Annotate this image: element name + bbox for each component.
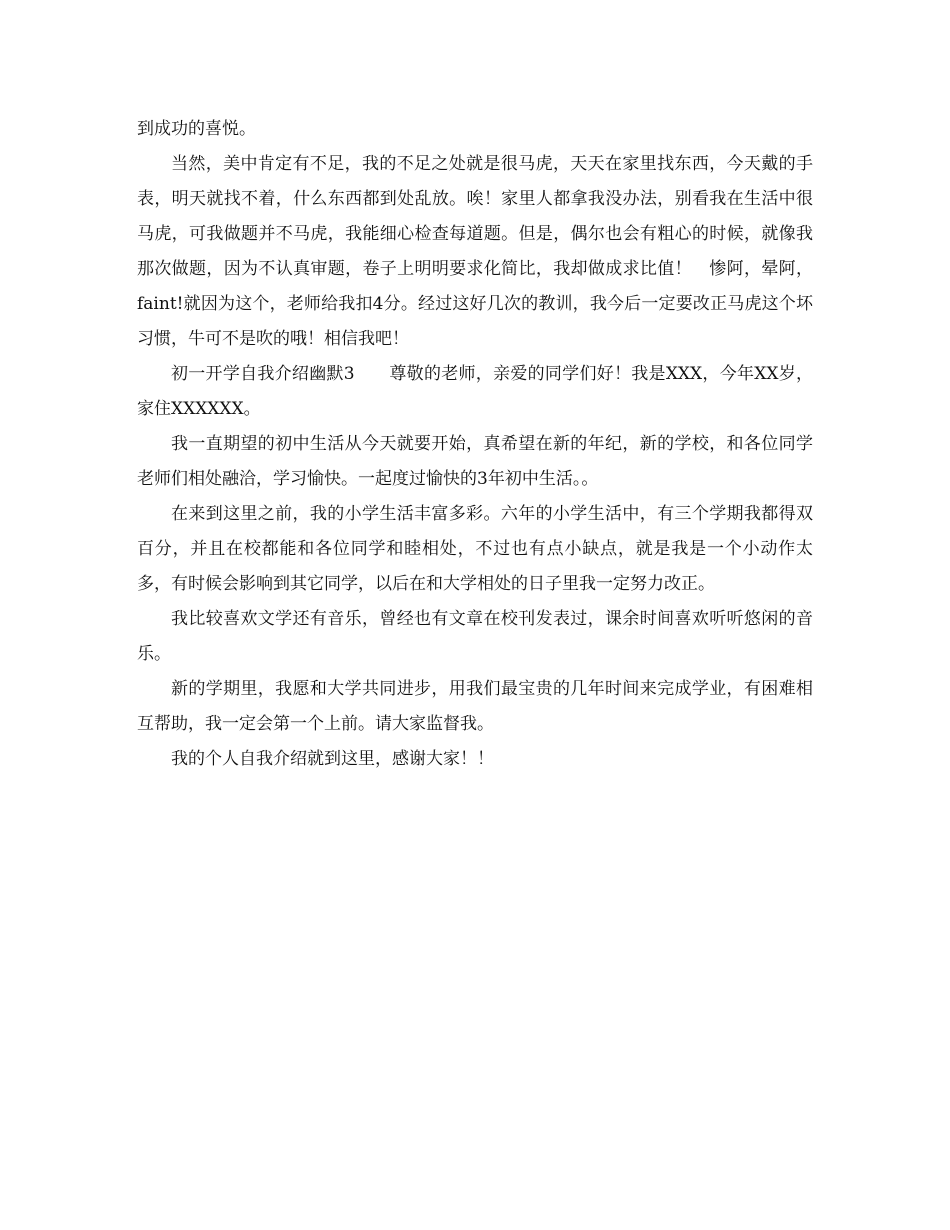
paragraph-hobbies: 我比较喜欢文学还有音乐，曾经也有文章在校刊发表过，课余时间喜欢听听悠闲的音乐。 bbox=[137, 609, 813, 664]
paragraph-new-semester: 新的学期里，我愿和大学共同进步，用我们最宝贵的几年时间来完成学业，有困难相互帮助，我一定会第一个上前。请大家监督我。 bbox=[137, 679, 813, 734]
paragraph-expectations: 我一直期望的初中生活从今天就要开始，真希望在新的年纪，新的学校，和各位同学老师们相处融洽，学习愉快。一起度过愉快的3年初中生活。。 bbox=[137, 434, 813, 489]
paragraph-continuation: 到成功的喜悦。 bbox=[137, 119, 256, 139]
paragraph-introduction-3: 初一开学自我介绍幽默3 尊敬的老师，亲爱的同学们好！我是XXX，今年XX岁，家住XXXXXX。 bbox=[137, 364, 813, 419]
document-body bbox=[137, 112, 813, 777]
paragraph-shortcomings: 当然，美中肯定有不足，我的不足之处就是很马虎，天天在家里找东西，今天戴的手表，明天就找不着，什么东西都到处乱放。唉！家里人都拿我没办法，别看我在生活中很马虎，可我做题并不马虎，我能细心检查每道题。但是，偶尔也会有粗心的时候，就像我那次做题，因为不认真审题，卷子上明明要求化简比，我却做成求比值！ 惨阿，晕阿，faint!就因为这个，老师给我扣4分。经过这好几次的教训，我今后一定要改正马虎这个坏习惯，牛可不是吹的哦！相信我吧！ bbox=[137, 154, 813, 349]
paragraph-primary-school: 在来到这里之前，我的小学生活丰富多彩。六年的小学生活中，有三个学期我都得双百分，并且在校都能和各位同学和睦相处，不过也有点小缺点，就是我是一个小动作太多，有时候会影响到其它同学，以后在和大学相处的日子里我一定努力改正。 bbox=[137, 504, 813, 594]
paragraph-closing: 我的个人自我介绍就到这里，感谢大家！！ bbox=[171, 749, 494, 769]
